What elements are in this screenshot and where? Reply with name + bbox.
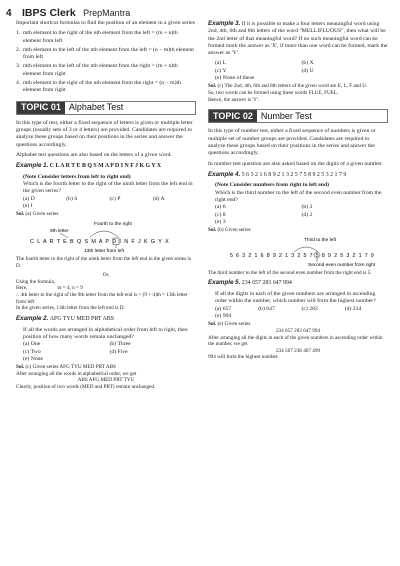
explanation: Here, m = 4, n = 9 <box>16 285 83 292</box>
explanation: After arranging all the digits in each of the given numbers in ascending order within the number, we get <box>208 334 383 348</box>
topic-label: TOPIC 01 <box>17 102 65 114</box>
example-body <box>23 174 196 196</box>
figure-top-label: Fourth to the right <box>94 221 132 227</box>
option: (c) Two <box>23 348 41 355</box>
options <box>215 204 388 226</box>
example-body <box>215 182 388 204</box>
option: (c) Y <box>215 67 227 74</box>
explanation: The third number to the left of the second even number from the right end is 5. <box>208 269 372 276</box>
example-question: If all the words are arranged in alphabetical order from left to right, then position of how many words remain unchanged? <box>23 326 188 340</box>
example-heading: Example 4. 5 6 3 2 1 6 8 9 2 1 3 2 5 7 5 8 9 2 5 3 2 1 7 9 <box>208 170 347 178</box>
solution: Sol. (c) Given series AFG TYU MED PRT ABS <box>16 364 116 371</box>
formula-list <box>16 30 196 94</box>
option: (d) 234 <box>344 305 362 312</box>
arranged-series: ABS AFG MED PRT TYU <box>77 377 135 384</box>
explanation: Hence, the answer is 'Y'. <box>208 96 260 103</box>
option: (a) L <box>215 60 227 67</box>
example-heading: Example 1. C L A R T E B Q S M A P D I N F J K G Y X <box>16 162 162 170</box>
option: (b) 647 <box>258 305 275 312</box>
explanation: ∴ 4th letter to the right of the 9th letter from the left end is = (9 + 4)th = 13th letter from left <box>16 292 188 305</box>
example-question: Which is the fourth letter to the right of the ninth letter from the left end in the given series? <box>23 181 193 195</box>
running-header <box>6 3 130 21</box>
formula-item: 2. mth element to the left of the nth element from the left = (n − m)th element from left <box>16 46 194 61</box>
solution: Sol. (b) Given series <box>208 227 251 234</box>
figure-bottom-label: 13th letter from left <box>84 248 124 254</box>
given-series: 234 657 283 647 994 <box>275 327 321 334</box>
options <box>215 60 388 82</box>
solution: Sol. (e) Given series <box>208 321 251 328</box>
example-heading: Example 3. If it is possible to make a four letters meaningful word using 2nd, 4th, 6th and 8th letters of the word "MELLIFLUOUS", then what will be the 2nd letter of that meaningful word? If no such meaningful word can be formed mark the answer as 'X', if more than one word can be formed, mark the answer as 'Y'. <box>208 20 388 57</box>
arc-arrow <box>294 247 318 252</box>
example-heading: Example 5. 234 657 283 647 994 <box>208 279 292 287</box>
or-text: Or, <box>102 272 110 279</box>
paragraph: In this type of test, either a fixed sequence of letters is given or multiple letter groups (usually sets of 3 or 4 letters) are provided. Candidates are required to analyze these groups based on their positions in the series and answer the questions accordingly. <box>16 119 193 148</box>
option: (c) 8 <box>215 211 226 218</box>
right-column <box>208 20 388 364</box>
paragraph: In this type of number test, either a fixed sequence of numbers is given or multiple set of number groups are provided. Candidates are required to analyze these groups based on their positions in the series and answer the questions accordingly. <box>208 128 376 157</box>
option: (c) 283 <box>301 305 318 312</box>
topic-name: Number Test <box>260 110 312 121</box>
formula-intro: Important shortcut formulas to find the position of an element in a given series <box>16 20 195 26</box>
formula-item: 1. mth element to the right of the nth element from the left = (m + n)th element from left <box>16 30 178 44</box>
explanation: In the given series, 13th letter from the left end is D. <box>16 305 125 312</box>
example-question: Which is the third number to the left of the second even number from the right end? <box>215 189 382 203</box>
figure-series: 5 6 3 2 1 6 8 9 2 1 3 2 5 7 5 8 9 2 5 3 2 1 7 9 <box>230 252 375 259</box>
option: (a) 6 <box>215 204 226 211</box>
book-title: IBPS Clerk <box>22 7 76 19</box>
options <box>23 196 196 211</box>
figure-left-label: 9th letter <box>50 228 69 234</box>
topic-name: Alphabet Test <box>68 101 124 112</box>
paragraph: Alphabet test questions are also based on the letters of a given word. <box>16 151 172 158</box>
left-column <box>16 20 196 394</box>
option: (b) Three <box>109 341 131 348</box>
explanation: Clearly, position of two words (MED and PRT) remain unchanged. <box>16 384 156 391</box>
option: (a) 657 <box>215 305 232 312</box>
option: (d) Five <box>109 348 128 355</box>
topic-banner <box>16 101 196 115</box>
explanation: The fourth letter to the right of the ninth letter from the left end in the given series is D. <box>16 255 191 269</box>
explanation: So, two words can be formed using these words FLUE, FUEL. <box>208 90 339 97</box>
option: (a) One <box>23 341 41 348</box>
paragraph: In number test question are also asked based on the digits of a given number. <box>208 160 383 167</box>
option: (e) 994 <box>215 312 232 319</box>
option: (d) A <box>152 195 165 202</box>
option: (e) 3 <box>215 218 226 225</box>
topic-banner <box>208 109 388 123</box>
option: (b) S <box>66 195 78 202</box>
series-figure <box>16 219 196 255</box>
page-number: 4 <box>6 8 12 19</box>
figure-bottom-label: Second even number from right <box>308 262 376 268</box>
solution: Sol. (c) The 2nd, 4th, 6th and 8th letters of the given word are E, L, F and U. <box>208 83 368 90</box>
option: (e) None of these <box>215 75 255 82</box>
formula-item: 4. mth element to the right of the nth element from the right = (n − m)th element from right <box>16 80 181 94</box>
example-note: (Note Consider letters from left to right end) <box>23 173 131 180</box>
arc-arrow <box>90 231 118 237</box>
options <box>215 306 388 321</box>
option: (d) 2 <box>301 211 313 218</box>
book-subtitle: PrepMantra <box>83 8 131 18</box>
figure-top-label: Third to the left <box>304 237 336 243</box>
solution: Sol. (a) Given series <box>16 211 59 218</box>
option: (e) None <box>23 355 44 362</box>
option: (d) U <box>301 67 314 74</box>
topic-label: TOPIC 02 <box>209 110 257 122</box>
option: (c) P <box>109 195 121 202</box>
option: (b) 3 <box>301 204 313 211</box>
figure-series: C L A R T E B Q S M A P D I N F J K G Y X <box>30 238 170 245</box>
option: (a) D <box>23 195 35 202</box>
example-note: (Note Consider numbers from right to left end) <box>215 182 329 189</box>
arranged-series: 234 567 238 467 499 <box>275 347 321 354</box>
example-question: If all the digits in each of the given numbers are arranged in ascending order within the number, which number will form the highest number? <box>215 291 376 305</box>
option: (b) X <box>301 60 314 67</box>
formula-item: 3. mth element to the left of the nth element from the right = (m + n)th element from right <box>16 63 178 77</box>
explanation: 994 will form the highest number. <box>208 354 279 361</box>
explanation: After arranging all the words in alphabetical order, we get <box>16 370 137 377</box>
example-heading: Example 2. AFG TYU MED PRT ABS <box>16 315 115 323</box>
options <box>23 341 196 363</box>
explanation: Using the formula, <box>16 278 56 285</box>
option: (e) I <box>23 202 33 209</box>
series-figure <box>208 235 388 269</box>
